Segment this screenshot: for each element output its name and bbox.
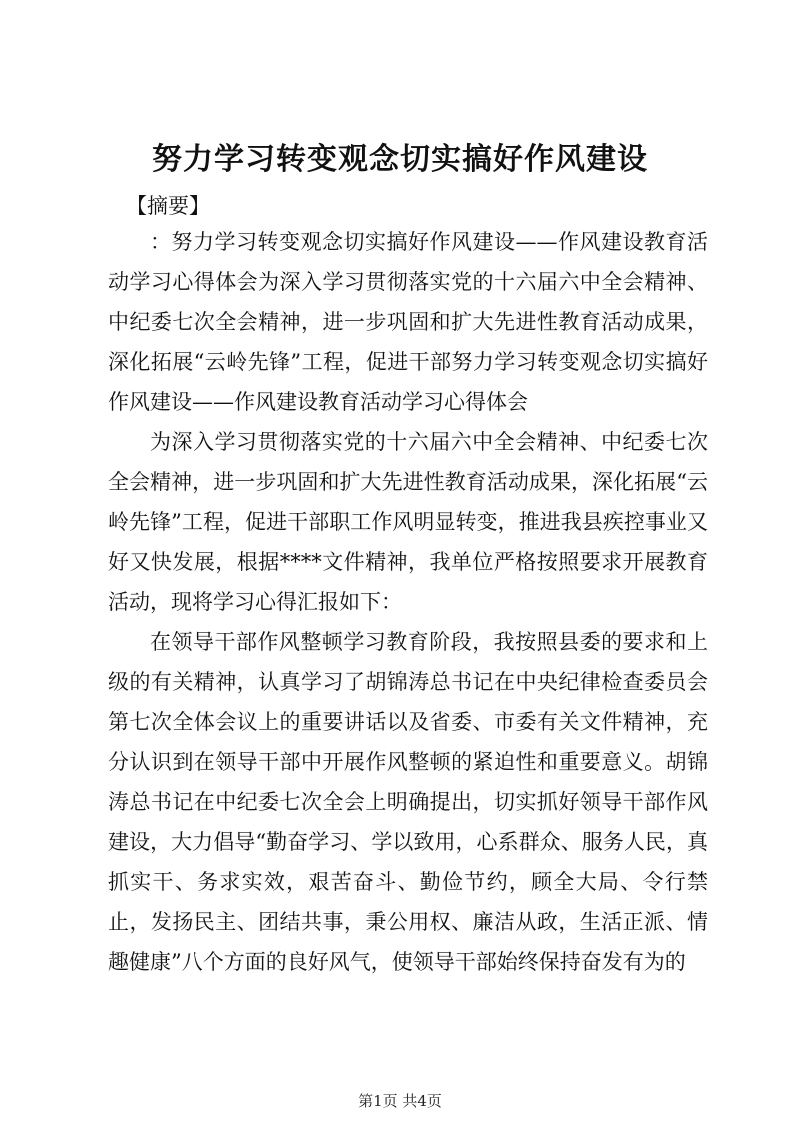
abstract-label: 【摘要】: [126, 194, 210, 218]
paragraph-body: 在领导干部作风整顿学习教育阶段，我按照县委的要求和上级的有关精神，认真学习了胡锦涛总书记在中央纪律检查委员会第七次全体会议上的重要讲话以及省委、市委有关文件精神，充分认识到在领导干部中开展作风整顿的紧迫性和重要意义。胡锦涛总书记在中纪委七次全会上明确提出，切实抓好领导干部作风建设，大力倡导“勤奋学习、学以致用，心系群众、服务人民，真抓实干、务求实效，艰苦奋斗、勤俭节约，顾全大局、令行禁止，发扬民主、团结共事，秉公用权、廉洁从政，生活正派、情趣健康”八个方面的良好风气，使领导干部始终保持奋发有为的: [108, 630, 708, 974]
page-footer: 第1页 共4页: [358, 1092, 442, 1110]
document-title: 努力学习转变观念切实搞好作风建设: [152, 142, 648, 177]
paragraph-intro: 为深入学习贯彻落实党的十六届六中全会精神、中纪委七次全会精神，进一步巩固和扩大先进性教育活动成果，深化拓展“云岭先锋”工程，促进干部职工作风明显转变，推进我县疾控事业又好又快发展，根据****文件精神，我单位严格按照要求开展教育活动，现将学习心得汇报如下：: [108, 430, 708, 614]
paragraph-abstract: ：努力学习转变观念切实搞好作风建设——作风建设教育活动学习心得体会为深入学习贯彻落实党的十六届六中全会精神、中纪委七次全会精神，进一步巩固和扩大先进性教育活动成果，深化拓展“云岭先锋”工程，促进干部努力学习转变观念切实搞好作风建设——作风建设教育活动学习心得体会: [108, 230, 708, 414]
